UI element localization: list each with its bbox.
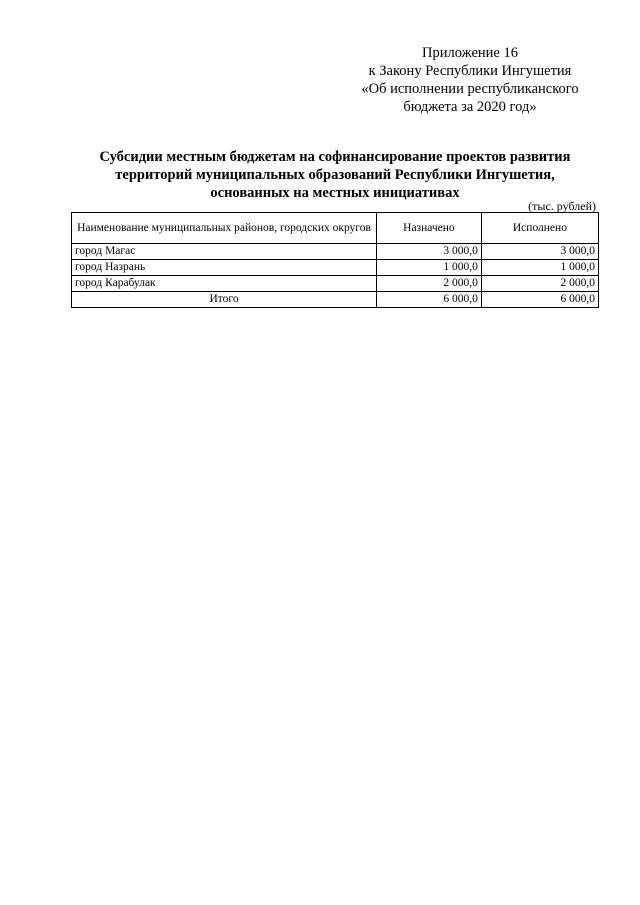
document-title-line2: территорий муниципальных образований Республики Ингушетия, <box>115 167 555 183</box>
appendix-header <box>330 44 610 116</box>
appendix-number: Приложение 16 <box>422 45 518 61</box>
document-title-line3: основанных на местных инициативах <box>210 185 460 201</box>
total-executed: 6 000,0 <box>481 292 598 308</box>
row-assigned: 2 000,0 <box>377 276 482 292</box>
row-name: город Магас <box>72 244 377 260</box>
header-executed: Исполнено <box>481 213 598 244</box>
total-assigned: 6 000,0 <box>377 292 482 308</box>
row-assigned: 3 000,0 <box>377 244 482 260</box>
row-assigned: 1 000,0 <box>377 260 482 276</box>
table-total-row <box>72 292 599 308</box>
subsidies-table <box>71 212 599 308</box>
row-executed: 2 000,0 <box>481 276 598 292</box>
document-title-line1: Субсидии местным бюджетам на софинансирование проектов развития <box>99 149 571 165</box>
table-header-row <box>72 213 599 244</box>
header-name: Наименование муниципальных районов, городских округов <box>72 213 377 244</box>
appendix-law-title-line2: бюджета за 2020 год» <box>403 99 537 115</box>
header-assigned: Назначено <box>377 213 482 244</box>
total-label: Итого <box>72 292 377 308</box>
row-name: город Назрань <box>72 260 377 276</box>
table-row <box>72 244 599 260</box>
table-row <box>72 276 599 292</box>
table-row <box>72 260 599 276</box>
appendix-law-reference: к Закону Республики Ингушетия <box>368 63 572 79</box>
document-title <box>70 148 600 202</box>
units-label: (тыс. рублей) <box>528 199 596 213</box>
appendix-law-title-line1: «Об исполнении республиканского <box>361 81 579 97</box>
row-name: город Карабулак <box>72 276 377 292</box>
row-executed: 3 000,0 <box>481 244 598 260</box>
row-executed: 1 000,0 <box>481 260 598 276</box>
